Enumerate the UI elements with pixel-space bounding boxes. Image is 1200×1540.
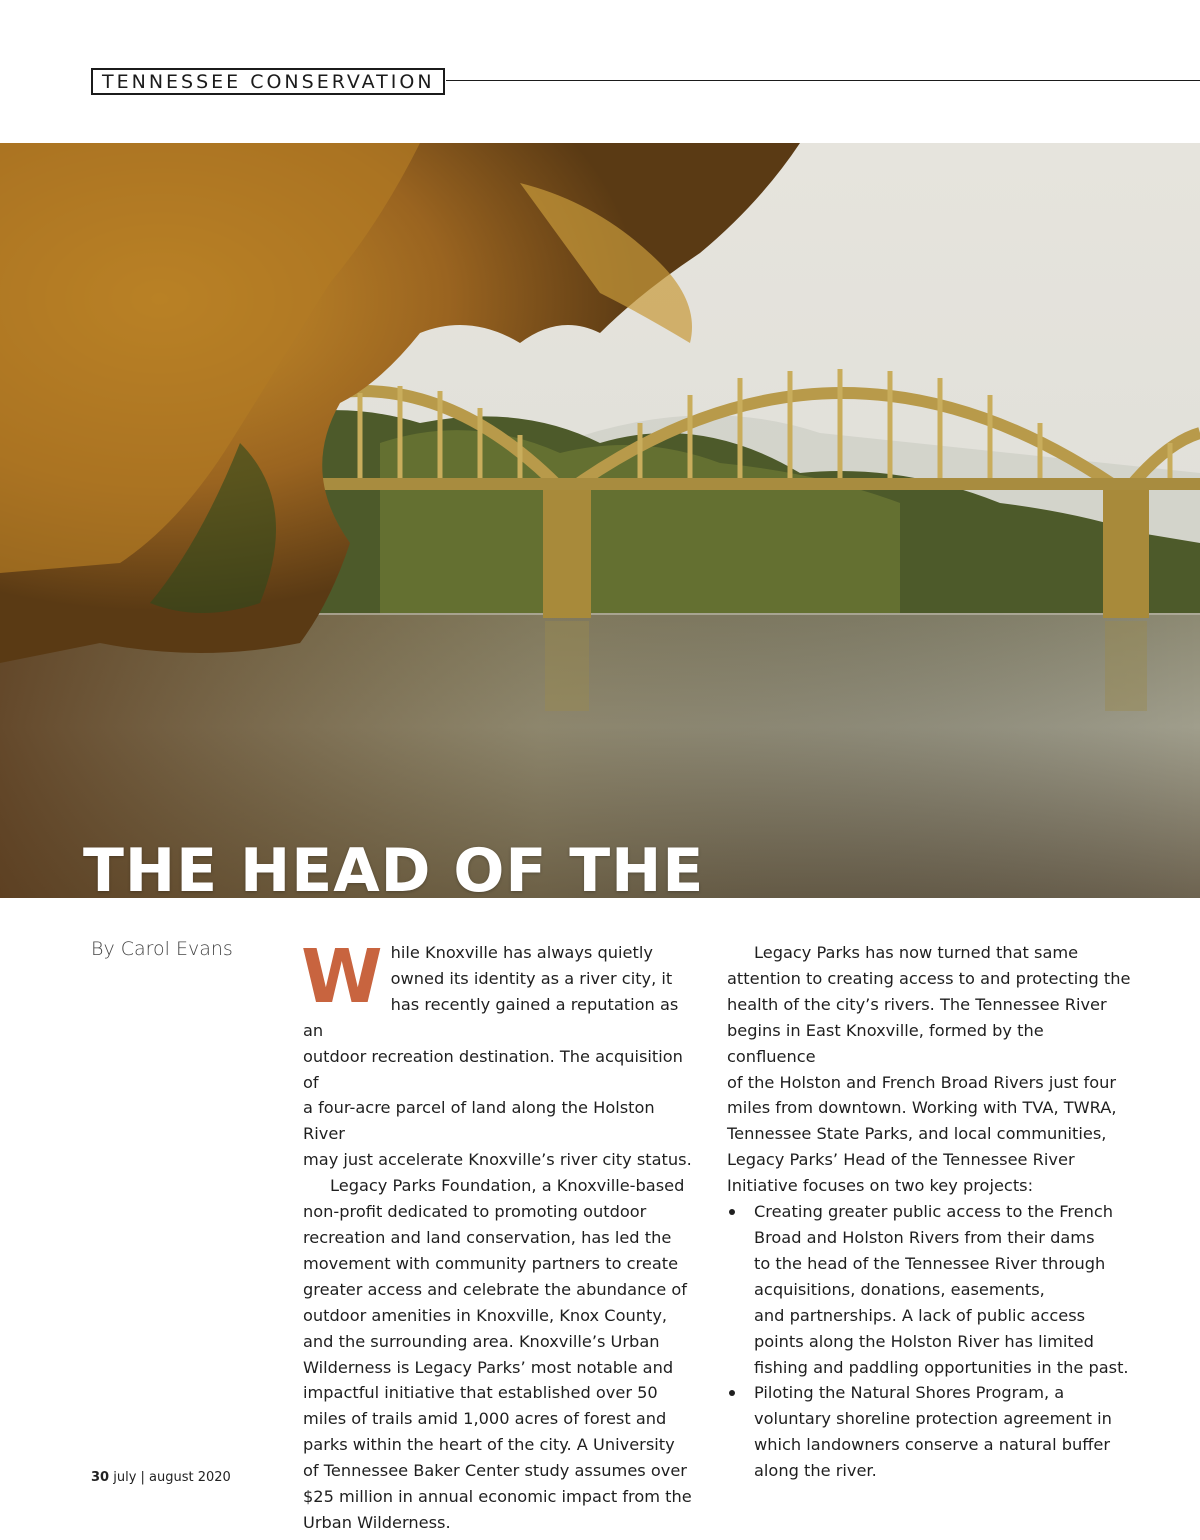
text-line: greater access and celebrate the abundance of (303, 1279, 687, 1299)
text-line: fishing and paddling opportunities in the past. (754, 1357, 1129, 1377)
text-line: parks within the heart of the city. A University (303, 1435, 675, 1455)
paragraph-3 (727, 940, 1132, 1199)
text-line: along the river. (754, 1461, 877, 1481)
text-line: Legacy Parks Foundation, a Knoxville-based (330, 1176, 685, 1196)
text-line: Initiative focuses on two key projects: (727, 1176, 1034, 1196)
text-line: Urban Wilderness. (303, 1512, 451, 1532)
text-line: of Tennessee Baker Center study assumes over (303, 1461, 687, 1481)
text-line: impactful initiative that established over 50 (303, 1383, 658, 1403)
text-line: attention to creating access to and protecting the (727, 968, 1131, 988)
text-line: health of the city’s rivers. The Tennessee River (727, 994, 1107, 1014)
text-line: owned its identity as a river city, it (390, 968, 673, 988)
text-line: miles of trails amid 1,000 acres of forest and (303, 1409, 667, 1429)
text-line: to the head of the Tennessee River through (754, 1253, 1106, 1273)
text-line: may just accelerate Knoxville’s river city status. (303, 1150, 692, 1170)
text-line: outdoor amenities in Knoxville, Knox County, (303, 1305, 668, 1325)
text-line: movement with community partners to create (303, 1253, 679, 1273)
text-line: which landowners conserve a natural buffer (754, 1435, 1111, 1455)
text-line: a four-acre parcel of land along the Holston River (303, 1098, 655, 1144)
text-line: Broad and Holston Rivers from their dams (754, 1227, 1095, 1247)
text-line: recreation and land conservation, has led the (303, 1227, 672, 1247)
text-line: Piloting the Natural Shores Program, a (754, 1383, 1065, 1403)
text-line: voluntary shoreline protection agreement in (754, 1409, 1112, 1429)
bridge-over-river-photo-icon (0, 143, 1200, 898)
text-line: Creating greater public access to the French (754, 1202, 1114, 1222)
text-line: hile Knoxville has always quietly (390, 943, 653, 962)
article-column-2 (727, 940, 1132, 1484)
text-line: and the surrounding area. Knoxville’s Urban (303, 1331, 660, 1351)
project-list (727, 1199, 1132, 1484)
text-line: outdoor recreation destination. The acquisition of (303, 1046, 683, 1092)
text-line: Legacy Parks’ Head of the Tennessee River (727, 1150, 1075, 1170)
article-headline (83, 836, 1183, 898)
text-line: Tennessee State Parks, and local communities, (727, 1124, 1107, 1144)
text-line: Legacy Parks has now turned that same (754, 943, 1079, 962)
paragraph-2 (303, 1173, 701, 1536)
text-line: miles from downtown. Working with TVA, TWRA, (727, 1098, 1117, 1118)
text-line: Wilderness is Legacy Parks’ most notable and (303, 1357, 674, 1377)
byline: By Carol Evans (91, 938, 233, 960)
text-line: non-profit dedicated to promoting outdoor (303, 1202, 647, 1222)
list-item (727, 1199, 1132, 1380)
hero-photo (0, 143, 1200, 898)
text-line: $25 million in annual economic impact from the (303, 1487, 692, 1507)
section-label: TENNESSEE CONSERVATION (91, 68, 445, 95)
text-line: acquisitions, donations, easements, (754, 1279, 1045, 1299)
headline-line-1: THE HEAD OF THE (83, 836, 705, 898)
text-line: points along the Holston River has limited (754, 1331, 1094, 1351)
text-line: has recently gained a reputation as an (303, 994, 679, 1040)
text-line: of the Holston and French Broad Rivers just four (727, 1072, 1117, 1092)
list-item (727, 1380, 1132, 1484)
header-rule (446, 80, 1200, 81)
text-line: begins in East Knoxville, formed by the confluence (727, 1020, 1044, 1066)
text-line: and partnerships. A lack of public access (754, 1305, 1086, 1325)
paragraph-1 (301, 934, 701, 1173)
article-column-1 (301, 934, 701, 1536)
page-footer (91, 1470, 231, 1485)
page-number: 30 (91, 1470, 110, 1485)
issue-date: july | august 2020 (113, 1470, 231, 1485)
dropcap: W (301, 934, 383, 1020)
